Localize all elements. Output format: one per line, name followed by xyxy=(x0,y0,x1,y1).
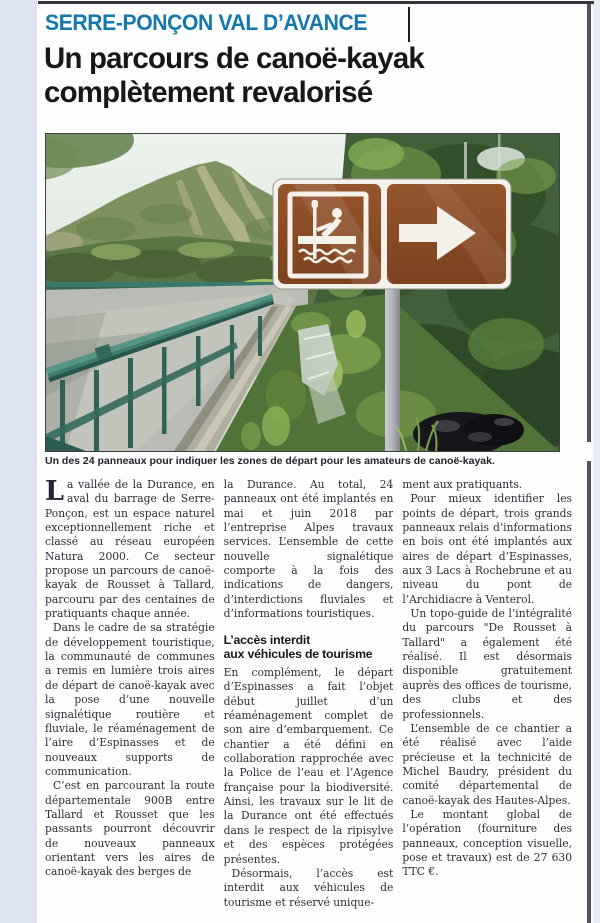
body-column-2 xyxy=(224,478,394,923)
photo-caption: Un des 24 panneaux pour indiquer les zones de départ pour les amateurs de canoë-kayak. xyxy=(45,455,495,467)
headline-line-1: Un parcours de canoë-kayak xyxy=(44,42,424,75)
paragraph: L’ensemble de ce chantier a été réalisé avec l’aide précieuse et la technicité de Michel Baudry, président du comité départemental de canoë-kayak des Hautes-Alpes. xyxy=(402,721,573,807)
paragraph: C’est en parcourant la route départementale 900B entre Tallard et Rousset que les passants pourront découvrir de nouveaux panneaux orientant vers les aires de canoë-kayak des berges de xyxy=(45,779,215,879)
kayak-direction-sign xyxy=(273,179,511,289)
paragraph: Pour mieux identifier les points de départ, trois grands panneaux relais d’informations en bois ont été implantés aux aires de départ d’Espinasses, aux 3 Lacs à Rochebrune et au niveau du pont de l’Archidiacre à Venterol. xyxy=(402,492,573,606)
paragraph xyxy=(45,478,215,621)
section-kicker: SERRE-PONÇON VAL D’AVANCE xyxy=(45,10,368,35)
subhead-line-1: L’accès interdit xyxy=(223,633,311,648)
column-divider-rule-lower xyxy=(587,461,591,923)
article-subhead xyxy=(224,634,394,662)
sign-pole xyxy=(385,284,400,451)
top-rule xyxy=(38,1,594,4)
article-photo-scene xyxy=(46,134,559,451)
kicker-end-rule xyxy=(408,7,410,42)
paragraph-text: a vallée de la Durance, en aval du barrage de Serre-Ponçon, est un espace naturel exceptionnellement riche et classé au réseau européen Natura 2000. Ce secteur propose un parcours de canoë-kayak de Rousset à Tallard, parcouru par des centaines de pratiquants chaque année. xyxy=(45,478,215,621)
paragraph: ment aux pratiquants. xyxy=(402,478,523,491)
headline-line-2: complètement revalorisé xyxy=(44,76,373,109)
column-divider-rule-upper xyxy=(587,4,591,442)
body-column-1 xyxy=(45,478,215,923)
page-margin-strip-right xyxy=(593,0,600,923)
subhead-line-2: aux véhicules de tourisme xyxy=(223,647,373,662)
paragraph: Le montant global de l’opération (fourniture des panneaux, conception visuelle, pose et travaux) est de 27 630 TTC €. xyxy=(402,807,573,879)
page-margin-strip-left xyxy=(0,0,37,923)
drop-cap: L xyxy=(45,478,64,507)
paragraph: En complément, le départ d’Espinasses a fait l’objet début juillet d’un réaménagement complet de son aire d’embarquement. Ce chantier a été défini en collaboration rapprochée avec la Police de l’eau et l’Agence française pour la biodiversité. Ainsi, les travaux sur le lit de la Durance ont été effectués dans le respect de la ripisylve et des espèces protégées présentes. xyxy=(223,666,394,866)
paragraph: Un topo-guide de l’intégralité du parcours "De Rousset à Tallard" a également été réalisé. Il est désormais disponible gratuitement auprès des offices de tourisme, des clubs et des professionnels. xyxy=(402,607,573,721)
article-body xyxy=(45,478,572,923)
paragraph: la Durance. Au total, 24 panneaux ont été implantés en mai et juin 2018 par l’entreprise Alpes travaux services. L’ensemble de cette nouvelle signalétique comporte à la fois des indications de dangers, d’interdictions fluviales et d’informations touristiques. xyxy=(223,478,394,621)
article-headline xyxy=(44,42,573,110)
paragraph: Désormais, l’accès est interdit aux véhicules de tourisme et réservé unique- xyxy=(223,866,394,909)
body-column-3 xyxy=(402,478,572,923)
article-photo xyxy=(45,133,560,452)
paragraph: Dans le cadre de sa stratégie de développement touristique, la communauté de communes a remis en lumière trois aires de départ de canoë-kayak avec la pose d’une nouvelle signalétique routière et fluviale, le réaménagement de l’aire d’Espinasses et de nouveaux supports de communication. xyxy=(45,621,215,778)
